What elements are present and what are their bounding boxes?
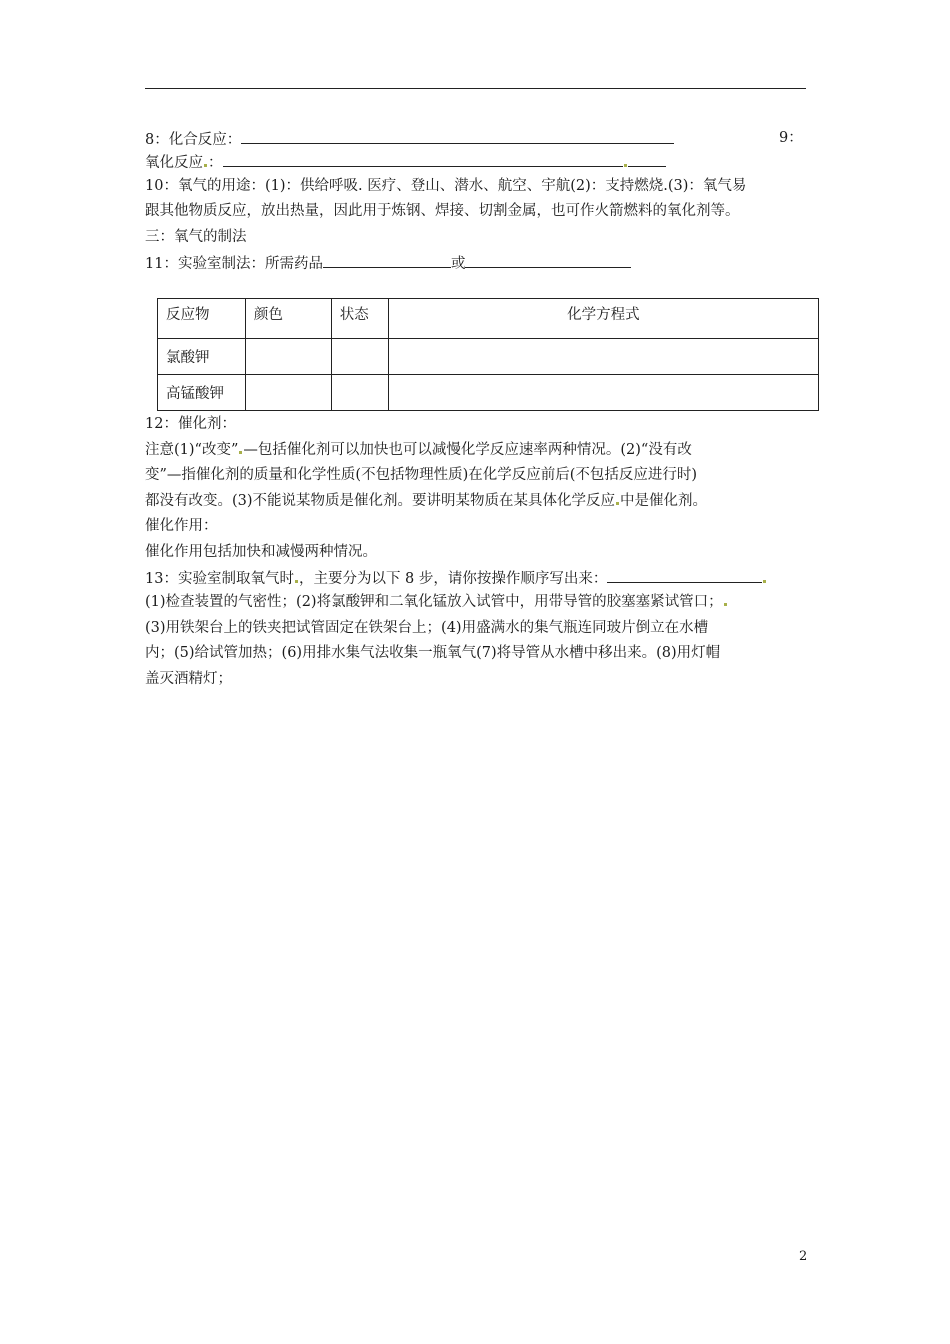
q10-line-2: 跟其他物质反应，放出热量，因此用于炼钢、焊接、切割金属，也可作火箭燃料的氧化剂等。 [145,203,740,219]
q9-cont: 氧化反应 [145,155,203,171]
steps-line-4: 盖灭酒精灯； [145,671,232,687]
cell-color[interactable] [245,339,331,375]
header-state: 状态 [331,299,388,339]
q11-label: 11：实验室制法：所需药品 [145,256,323,272]
cell-state[interactable] [331,375,388,411]
q9-line [145,151,666,173]
section-3-heading: 三：氧气的制法 [145,229,247,245]
marker-dot [295,580,298,583]
steps-line-3: 内；(5)给试管加热；(6)用排水集气法收集一瓶氧气(7)将导管从水槽中移出来。(8)用灯帽 [145,645,721,661]
cell-equation[interactable] [388,375,818,411]
q13-line [145,567,767,589]
marker-dot [724,603,727,606]
q10-line-1: 10：氧气的用途：(1)：供给呼吸. 医疗、登山、潜水、航空、宇航(2)：支持燃烧.(3)：氧气易 [145,178,747,194]
q8-label: 8：化合反应： [145,132,242,148]
page-number: 2 [799,1249,808,1264]
header-reactant: 反应物 [158,299,246,339]
note-text: 中是催化剂。 [620,493,708,509]
q8-answer-blank[interactable] [241,128,674,144]
note-text: 注意(1)“改变” [145,442,239,458]
header-color: 颜色 [245,299,331,339]
catalysis-label: 催化作用： [145,518,218,534]
note-text: —包括催化剂可以加快也可以减慢化学反应速率两种情况。(2)“没有改 [243,442,692,458]
reactant-table [157,298,819,411]
marker-dot [624,164,627,167]
q9-answer-blank-tail[interactable] [628,151,666,167]
table-header-row [158,299,819,339]
note-line-1 [145,440,692,460]
cell-color[interactable] [245,375,331,411]
marker-dot [763,580,766,583]
marker-dot [204,164,207,167]
cell-reactant: 高锰酸钾 [158,375,246,411]
table-row [158,339,819,375]
q8-line [145,128,674,150]
q11-line [145,252,631,274]
q13-answer-blank[interactable] [607,567,762,583]
note-line-2: 变”—指催化剂的质量和化学性质(不包括物理性质)在化学反应前后(不包括反应进行时) [145,467,698,483]
q13-text: ，主要分为以下 8 步，请你按操作顺序写出来： [298,571,608,587]
catalysis-text: 催化作用包括加快和减慢两种情况。 [145,544,377,560]
marker-dot [239,451,242,454]
q9-answer-blank[interactable] [223,151,623,167]
header-rule [145,88,806,89]
note-text: 都没有改变。(3)不能说某物质是催化剂。要讲明某物质在某具体化学反应 [145,493,616,509]
cell-equation[interactable] [388,339,818,375]
q12-label: 12：催化剂： [145,416,236,432]
steps-line-2: (3)用铁架台上的铁夹把试管固定在铁架台上；(4)用盛满水的集气瓶连同玻片倒立在水槽 [145,620,709,636]
cell-reactant: 氯酸钾 [158,339,246,375]
table-row [158,375,819,411]
note-line-3 [145,491,707,511]
q11-answer-blank-2[interactable] [465,252,631,268]
q9-label: 9： [779,130,803,146]
q9-colon: ： [208,155,223,171]
q11-answer-blank-1[interactable] [323,252,451,268]
cell-state[interactable] [331,339,388,375]
q11-or: 或 [450,256,466,272]
q13-text: 13：实验室制取氧气时 [145,571,294,587]
steps-line-1 [145,592,728,612]
header-equation: 化学方程式 [388,299,818,339]
marker-dot [616,502,619,505]
steps-text: (1)检查装置的气密性；(2)将氯酸钾和二氧化锰放入试管中，用带导管的胶塞塞紧试管口； [145,594,723,610]
